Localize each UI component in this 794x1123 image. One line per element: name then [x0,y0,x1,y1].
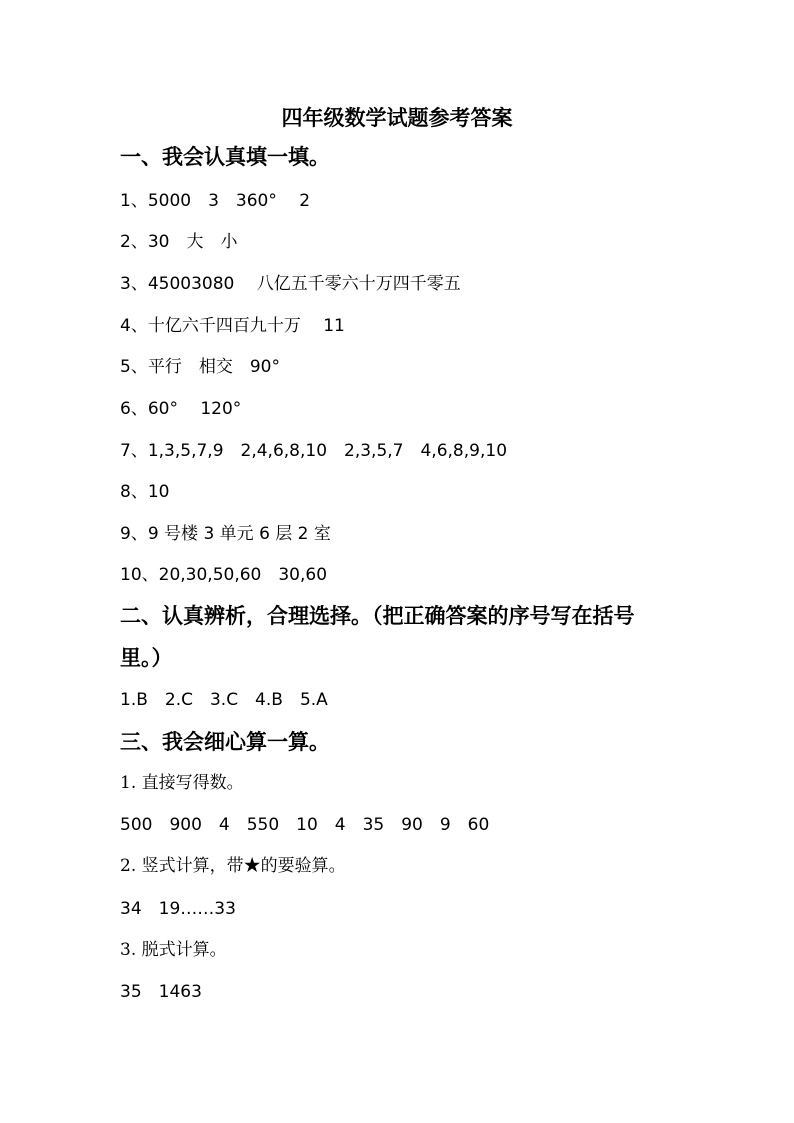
section-1-item-2: 2、30 大 小 [120,232,238,252]
section-3-part-1-label: 1. 直接写得数。 [120,773,244,793]
section-2-answers: 1.B 2.C 3.C 4.B 5.A [120,690,328,710]
section-3-part-1-answers: 500 900 4 550 10 4 35 90 9 60 [120,815,490,835]
section-1-item-1: 1、5000 3 360° 2 [120,191,311,211]
section-3-heading: 三、我会细心算一算。 [120,729,330,754]
section-1-item-3: 3、45003080 八亿五千零六十万四千零五 [120,274,461,294]
section-1-item-8: 8、10 [120,482,170,502]
section-1-item-10: 10、20,30,50,60 30,60 [120,565,328,585]
section-1-item-5: 5、平行 相交 90° [120,357,280,377]
section-1-item-4: 4、十亿六千四百九十万 11 [120,316,345,336]
section-3-part-3-label: 3. 脱式计算。 [120,940,227,960]
section-1-item-6: 6、60° 120° [120,399,242,419]
section-1-item-9: 9、9 号楼 3 单元 6 层 2 室 [120,524,331,544]
section-1-heading: 一、我会认真填一填。 [120,144,330,169]
section-2-heading: 二、认真辨析，合理选择。（把正确答案的序号写在括号 [120,603,635,628]
section-3-part-2-answers: 34 19……33 [120,899,236,919]
section-3-part-3-answers: 35 1463 [120,982,202,1002]
section-1-item-7: 7、1,3,5,7,9 2,4,6,8,10 2,3,5,7 4,6,8,9,10 [120,441,508,461]
section-3-part-2-label: 2. 竖式计算，带★的要验算。 [120,856,346,876]
page-title: 四年级数学试题参考答案 [281,105,513,130]
section-2-heading-continued: 里。） [120,645,173,670]
